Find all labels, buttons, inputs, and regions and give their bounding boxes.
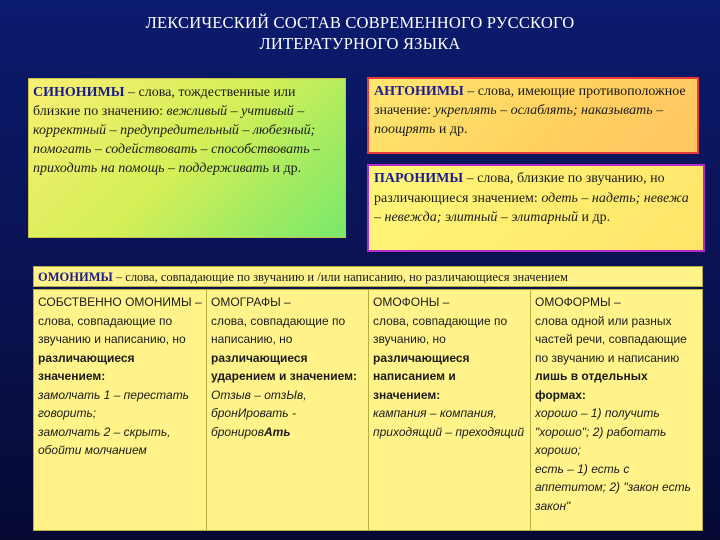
synonyms-term: СИНОНИМЫ	[33, 85, 125, 100]
column-homophones	[369, 290, 531, 530]
homonyms-term: ОМОНИМЫ	[38, 270, 113, 284]
column-homographs	[207, 290, 369, 530]
homophones-examples: кампания – компания, приходящий – преходящий	[373, 406, 525, 439]
paronyms-term: ПАРОНИМЫ	[374, 171, 464, 186]
homoforms-key: лишь в отдельных формах:	[535, 369, 648, 402]
homoforms-example-2: есть – 1) есть с аппетитом; 2) "закон есть закон"	[535, 461, 691, 513]
proper-homonyms-term: СОБСТВЕННО ОМОНИМЫ –	[38, 295, 202, 309]
synonyms-box	[28, 78, 346, 238]
column-homoforms	[531, 290, 704, 530]
antonyms-examples: укреплять – ослаблять; наказывать – поощрять	[374, 103, 664, 137]
proper-homonyms-example-2: замолчать 2 – скрыть, обойти молчанием	[38, 424, 171, 457]
homonyms-definition: – слова, совпадающие по звучанию и /или написанию, но различающиеся значением	[112, 270, 568, 284]
antonyms-tail: и др.	[435, 122, 468, 137]
synonyms-definition: – слова, тождественные или близкие по значению:	[33, 85, 296, 119]
homographs-term: ОМОГРАФЫ –	[211, 295, 291, 309]
homographs-key: различающиеся ударением и значением:	[211, 350, 357, 383]
synonyms-examples: вежливый – учтивый – корректный – предупредительный – любезный; помогать – содействовать – способствовать – приходить на помощь – поддерживать	[33, 104, 321, 176]
slide-title	[60, 12, 660, 54]
paronyms-tail: и др.	[577, 210, 611, 225]
homographs-definition: слова, совпадающие по написанию, но	[211, 313, 346, 346]
homoforms-term: ОМОФОРМЫ –	[535, 295, 621, 309]
paronyms-examples: одеть – надеть; невежа – невежда; элитный – элитарный	[374, 190, 689, 225]
antonyms-term: АНТОНИМЫ	[374, 84, 464, 99]
homographs-examples	[211, 386, 364, 442]
homoforms-example-1: хорошо – 1) получить "хорошо"; 2) работать хорошо;	[535, 406, 667, 457]
homonyms-types-table	[33, 289, 703, 531]
antonyms-definition: – слова, имеющие противоположное значение:	[374, 84, 686, 118]
proper-homonyms-definition: слова, совпадающие по звучанию и написанию, но	[38, 313, 186, 346]
paronyms-definition: – слова, близкие по звучанию, но различающиеся значением:	[374, 171, 665, 206]
homographs-example-text: Отзыв – отзЫв, бронИровать - брониров	[211, 387, 307, 439]
synonyms-tail: и др.	[269, 161, 302, 176]
homonyms-header	[33, 266, 703, 287]
antonyms-box	[367, 77, 699, 154]
paronyms-box	[367, 164, 705, 252]
proper-homonyms-example-1: замолчать 1 – перестать говорить;	[38, 387, 189, 420]
slide-title-line1: ЛЕКСИЧЕСКИЙ СОСТАВ СОВРЕМЕННОГО РУССКОГО	[145, 13, 575, 32]
homophones-term: ОМОФОНЫ –	[373, 295, 450, 309]
homoforms-definition: слова одной или разных частей речи, совпадающие по звучанию и написанию	[535, 313, 687, 365]
slide-title-line2: ЛИТЕРАТУРНОГО ЯЗЫКА	[259, 34, 461, 53]
column-proper-homonyms	[34, 290, 207, 530]
homophones-definition: слова, совпадающие по звучанию, но	[373, 313, 508, 346]
homographs-example-stress: Ать	[264, 424, 291, 439]
homophones-key: различающиеся написанием и значением:	[373, 350, 470, 402]
proper-homonyms-key: различающиеся значением:	[38, 350, 135, 383]
